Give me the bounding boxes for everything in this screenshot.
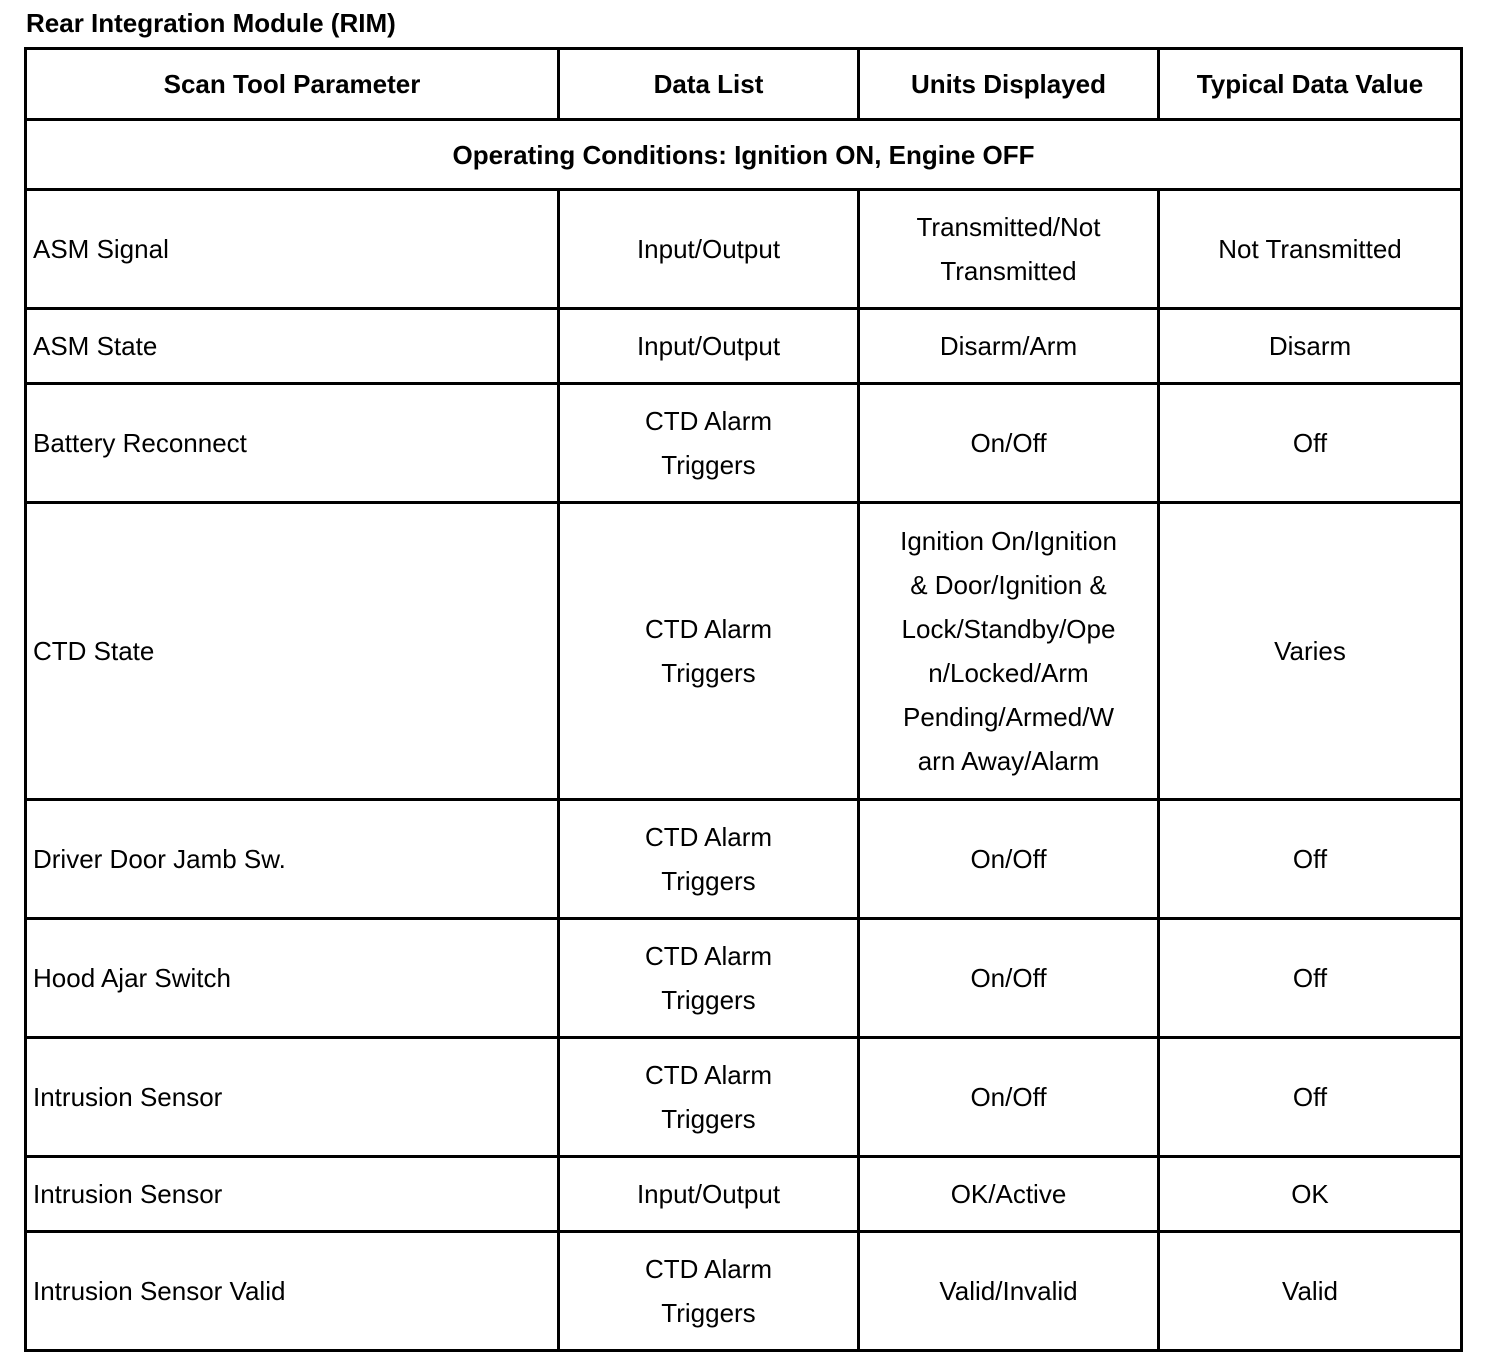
units-line: On/Off bbox=[970, 1082, 1047, 1112]
units-cell bbox=[859, 503, 1159, 800]
typical-value-cell: Off bbox=[1159, 919, 1462, 1038]
typical-value-cell: Disarm bbox=[1159, 309, 1462, 384]
data-list-line: Triggers bbox=[661, 1298, 756, 1328]
table-row bbox=[26, 1232, 1462, 1351]
data-list-cell bbox=[559, 800, 859, 919]
units-line: Ignition On/Ignition bbox=[900, 526, 1117, 556]
column-header-typical-value: Typical Data Value bbox=[1159, 49, 1462, 120]
data-list-line: Triggers bbox=[661, 658, 756, 688]
column-header-parameter: Scan Tool Parameter bbox=[26, 49, 559, 120]
data-list-line: Triggers bbox=[661, 985, 756, 1015]
units-line: On/Off bbox=[970, 428, 1047, 458]
table-row bbox=[26, 309, 1462, 384]
data-list-cell bbox=[559, 309, 859, 384]
units-line: n/Locked/Arm bbox=[928, 658, 1089, 688]
data-list-cell bbox=[559, 1157, 859, 1232]
data-list-line: CTD Alarm bbox=[644, 822, 773, 852]
data-list-line: Triggers bbox=[661, 1104, 756, 1134]
units-line: Transmitted bbox=[940, 256, 1077, 286]
data-list-cell bbox=[559, 384, 859, 503]
parameter-cell: Driver Door Jamb Sw. bbox=[26, 800, 559, 919]
units-line: OK/Active bbox=[950, 1179, 1067, 1209]
data-list-line: CTD Alarm bbox=[644, 614, 773, 644]
parameter-cell: CTD State bbox=[26, 503, 559, 800]
column-header-data-list: Data List bbox=[559, 49, 859, 120]
data-list-cell bbox=[559, 1038, 859, 1157]
data-list-cell bbox=[559, 503, 859, 800]
typical-value-cell: Off bbox=[1159, 1038, 1462, 1157]
table-row bbox=[26, 919, 1462, 1038]
data-list-line: Input/Output bbox=[636, 331, 781, 361]
data-list-line: CTD Alarm bbox=[644, 1254, 773, 1284]
parameter-cell: ASM Signal bbox=[26, 190, 559, 309]
units-cell bbox=[859, 800, 1159, 919]
operating-conditions: Operating Conditions: Ignition ON, Engine OFF bbox=[26, 120, 1462, 190]
document-title: Rear Integration Module (RIM) bbox=[26, 8, 396, 38]
table-row bbox=[26, 503, 1462, 800]
units-cell bbox=[859, 919, 1159, 1038]
typical-value-cell: Varies bbox=[1159, 503, 1462, 800]
table-row bbox=[26, 1038, 1462, 1157]
data-list-cell bbox=[559, 1232, 859, 1351]
table-row bbox=[26, 190, 1462, 309]
units-line: Pending/Armed/W bbox=[903, 702, 1114, 732]
typical-value-cell: Off bbox=[1159, 800, 1462, 919]
operating-conditions-row bbox=[26, 120, 1462, 190]
data-list-line: Input/Output bbox=[636, 1179, 781, 1209]
units-cell bbox=[859, 190, 1159, 309]
data-list-line: Triggers bbox=[661, 450, 756, 480]
data-list-line: Triggers bbox=[661, 866, 756, 896]
units-line: arn Away/Alarm bbox=[917, 746, 1100, 776]
typical-value-cell: Off bbox=[1159, 384, 1462, 503]
data-list-cell bbox=[559, 190, 859, 309]
units-line: Disarm/Arm bbox=[939, 331, 1078, 361]
units-cell bbox=[859, 1157, 1159, 1232]
table-row bbox=[26, 384, 1462, 503]
data-list-cell bbox=[559, 919, 859, 1038]
parameter-cell: Intrusion Sensor bbox=[26, 1157, 559, 1232]
units-line: Transmitted/Not bbox=[916, 212, 1101, 242]
column-header-units: Units Displayed bbox=[859, 49, 1159, 120]
typical-value-cell: Not Transmitted bbox=[1159, 190, 1462, 309]
table-row bbox=[26, 1157, 1462, 1232]
parameter-cell: ASM State bbox=[26, 309, 559, 384]
typical-value-cell: Valid bbox=[1159, 1232, 1462, 1351]
data-list-line: Input/Output bbox=[636, 234, 781, 264]
units-line: On/Off bbox=[970, 963, 1047, 993]
header-row bbox=[26, 49, 1462, 120]
data-list-line: CTD Alarm bbox=[644, 1060, 773, 1090]
data-list-line: CTD Alarm bbox=[644, 941, 773, 971]
units-line: & Door/Ignition & bbox=[910, 570, 1107, 600]
units-cell bbox=[859, 1232, 1159, 1351]
units-line: On/Off bbox=[970, 844, 1047, 874]
scan-tool-data-table bbox=[24, 47, 1463, 1352]
units-cell bbox=[859, 1038, 1159, 1157]
typical-value-cell: OK bbox=[1159, 1157, 1462, 1232]
table-row bbox=[26, 800, 1462, 919]
units-line: Lock/Standby/Ope bbox=[901, 614, 1116, 644]
parameter-cell: Intrusion Sensor Valid bbox=[26, 1232, 559, 1351]
parameter-cell: Hood Ajar Switch bbox=[26, 919, 559, 1038]
units-cell bbox=[859, 309, 1159, 384]
parameter-cell: Intrusion Sensor bbox=[26, 1038, 559, 1157]
data-list-line: CTD Alarm bbox=[644, 406, 773, 436]
units-cell bbox=[859, 384, 1159, 503]
units-line: Valid/Invalid bbox=[939, 1276, 1078, 1306]
parameter-cell: Battery Reconnect bbox=[26, 384, 559, 503]
